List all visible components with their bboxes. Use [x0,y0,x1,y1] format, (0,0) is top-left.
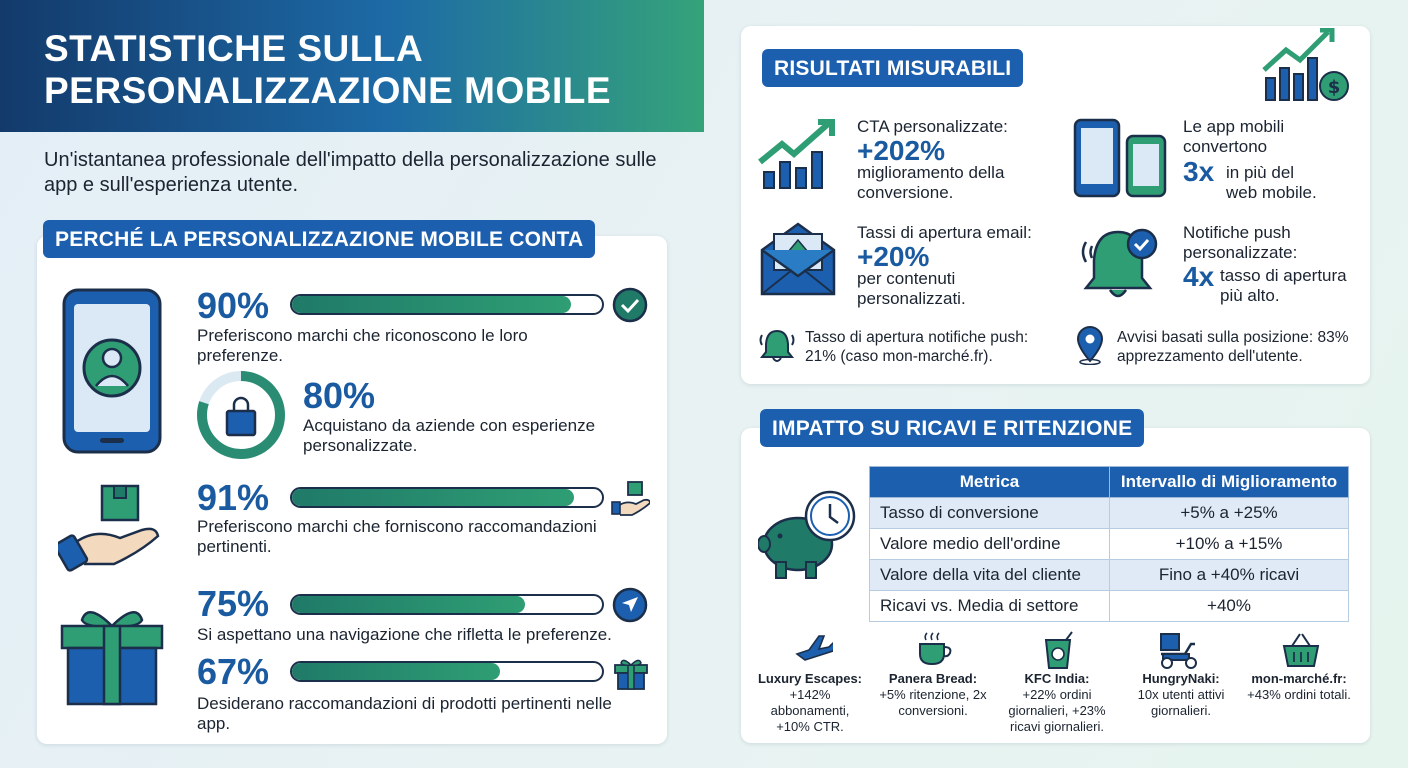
results-heading: RISULTATI MISURABILI [762,49,1023,87]
shopping-basket-icon [1280,630,1322,670]
svg-text:$: $ [1327,77,1341,98]
airplane-icon [793,632,833,668]
page-title-line1: STATISTICHE SULLA [44,28,424,69]
why-heading: PERCHÉ LA PERSONALIZZAZIONE MOBILE CONTA [43,220,595,258]
result-app-desc: in più del web mobile. [1226,163,1317,202]
case-hungrynaki [1125,671,1237,719]
case-text: +5% ritenzione, 2x conversioni. [879,687,987,718]
case-name: Panera Bread: [888,671,978,686]
table-header-range: Intervallo di Miglioramento [1110,467,1349,498]
table-cell: Tasso di conversione [870,498,1110,529]
result-cta-value: +202% [857,135,945,166]
case-name: mon-marché.fr: [1251,671,1347,686]
food-bucket-icon [1040,630,1078,670]
result-cta-label: CTA personalizzate: [857,117,1008,136]
result-email-value: +20% [857,241,930,272]
check-circle-icon [612,287,648,323]
page-title-line2: PERSONALIZZAZIONE MOBILE [44,70,611,111]
table-row [870,529,1349,560]
progress-bar-75 [290,594,604,615]
case-text: +22% ordini giornalieri, +23% ricavi giornalieri. [1008,687,1106,734]
table-row [870,591,1349,622]
navigation-arrow-icon [612,587,648,623]
title-banner [0,0,704,132]
mobile-devices-icon [1073,118,1169,200]
table-row [870,560,1349,591]
case-text: +142% abbonamenti, +10% CTR. [770,687,850,734]
gift-small-icon [613,657,649,691]
bell-notification-icon [1078,222,1164,304]
email-open-icon [758,220,838,298]
progress-fill [292,663,500,680]
progress-fill [292,596,525,613]
stat-value-90: 90% [197,285,270,326]
result-email-desc: per contenuti personalizzati. [857,269,966,308]
case-text: +43% ordini totali. [1247,687,1351,702]
note-location: Avvisi basati sulla posizione: 83% apprezzamento dell'utente. [1117,329,1349,365]
table-cell: +40% [1110,591,1349,622]
table-cell: Fino a +40% ricavi [1110,560,1349,591]
stat-desc-90: Preferiscono marchi che riconoscono le loro preferenze. [197,326,528,365]
case-name: HungryNaki: [1142,671,1220,686]
result-push-value: 4x [1183,261,1215,292]
progress-bar-91 [290,487,604,508]
result-app-label: Le app mobili convertono [1183,117,1285,156]
table-row [870,498,1349,529]
progress-fill [292,489,574,506]
stat-value-80: 80% [303,375,376,416]
note-push-open: Tasso di apertura notifiche push: 21% (caso mon-marché.fr). [805,329,1029,365]
piggy-bank-clock-icon [758,486,858,582]
table-cell: Valore della vita del cliente [870,560,1110,591]
case-panera [877,671,989,719]
stat-desc-67: Desiderano raccomandazioni di prodotti pertinenti nelle app. [197,694,612,733]
result-cta-desc: miglioramento della conversione. [857,163,1005,202]
progress-bar-90 [290,294,604,315]
hand-box-small-icon [610,480,650,518]
result-app-value: 3x [1183,156,1215,187]
table-cell: +10% a +15% [1110,529,1349,560]
coffee-cup-icon [914,630,954,668]
donut-chart-80 [195,369,287,461]
result-email-label: Tassi di apertura email: [857,223,1032,242]
stat-value-67: 67% [197,651,270,692]
table-cell: Ricavi vs. Media di settore [870,591,1110,622]
stat-value-91: 91% [197,477,270,518]
progress-fill [292,296,571,313]
case-mon-marche [1243,671,1355,703]
metrics-table [869,466,1349,622]
stat-value-75: 75% [197,583,270,624]
impact-heading: IMPATTO SU RICAVI E RITENZIONE [760,409,1144,447]
table-cell: Valore medio dell'ordine [870,529,1110,560]
shopping-bag-icon [227,398,255,435]
growth-bars-icon [758,116,838,192]
gift-box-icon [58,600,166,706]
delivery-scooter-icon [1157,630,1201,670]
bell-small-icon [758,325,796,365]
hand-giving-box-icon [58,484,168,578]
table-header-metric: Metrica [870,467,1110,498]
table-cell: +5% a +25% [1110,498,1349,529]
growth-chart-dollar-icon [1260,28,1352,104]
case-name: Luxury Escapes: [757,671,863,686]
stat-desc-91: Preferiscono marchi che forniscono raccomandazioni pertinenti. [197,517,597,556]
result-push-desc: tasso di apertura più alto. [1220,266,1347,305]
stat-desc-80: Acquistano da aziende con esperienze personalizzate. [303,416,596,455]
location-pin-icon [1073,325,1107,365]
progress-bar-67 [290,661,604,682]
page-subtitle: Un'istantanea professionale dell'impatto della personalizzazione sulle app e sull'esperienza utente. [44,149,657,196]
case-text: 10x utenti attivi giornalieri. [1137,687,1225,718]
case-name: KFC India: [1024,671,1090,686]
result-push-label: Notifiche push personalizzate: [1183,223,1298,262]
case-kfc [1001,671,1113,735]
stat-desc-75: Si aspettano una navigazione che rifletta le preferenze. [197,625,612,644]
smartphone-user-icon [60,286,164,456]
case-luxury-escapes [754,671,866,735]
